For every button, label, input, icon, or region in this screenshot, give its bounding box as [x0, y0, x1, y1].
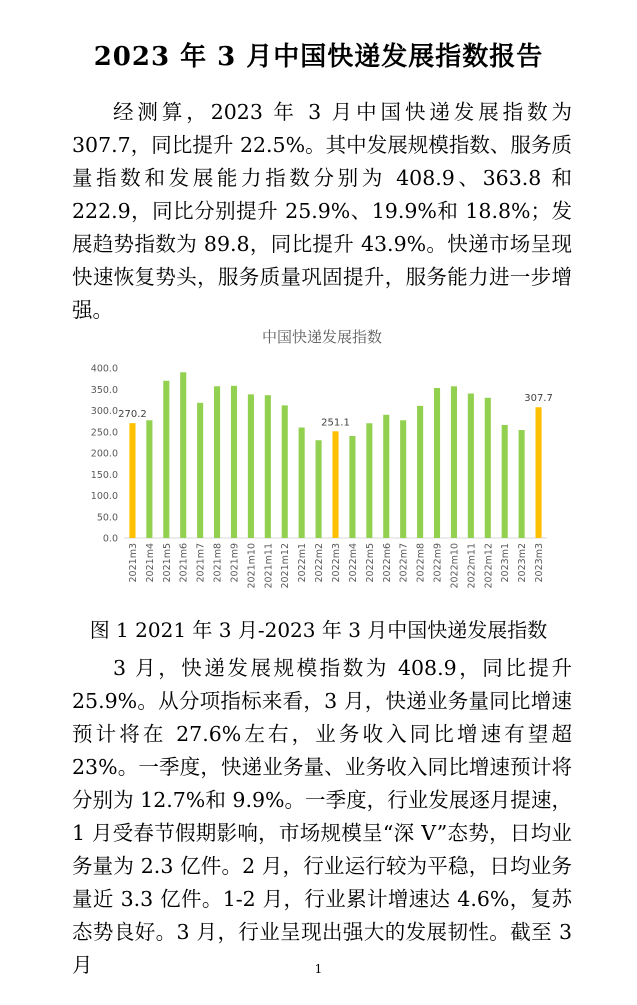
bar	[502, 425, 508, 538]
x-tick-label: 2021m6	[178, 543, 190, 583]
y-tick-label: 250.0	[90, 427, 118, 439]
x-tick-label: 2021m8	[212, 543, 224, 583]
x-tick-label: 2021m4	[144, 543, 156, 583]
bar	[400, 420, 406, 538]
x-tick-label: 2021m12	[280, 543, 292, 589]
y-tick-label: 400.0	[90, 363, 118, 375]
bar	[129, 423, 135, 538]
bar	[485, 398, 491, 538]
x-tick-label: 2021m7	[195, 543, 207, 583]
x-tick-label: 2021m9	[229, 543, 241, 583]
x-tick-label: 2022m2	[314, 543, 326, 583]
x-tick-label: 2022m3	[331, 543, 342, 583]
bar	[299, 428, 305, 539]
express-index-chart	[72, 318, 572, 608]
y-tick-label: 150.0	[90, 469, 118, 481]
bar	[265, 395, 271, 538]
bar	[519, 430, 525, 538]
data-label: 270.2	[118, 409, 147, 421]
x-tick-label: 2022m12	[483, 543, 495, 589]
x-tick-label: 2022m7	[398, 543, 410, 583]
bar	[434, 388, 440, 538]
paragraph-scale: 3 月，快递发展规模指数为 408.9，同比提升 25.9%。从分项指标来看，3 月，快递业务量同比增速预计将在 27.6%左右，业务收入同比增速有望超 23%。一季度，快递业务量、业务收入同比增速预计将分别为 12.7%和 9.9%。一季度，行业发展逐月提速，1 月受春节假期影响，市场规模呈“深 V”态势，日均业务量为 2.3 亿件。2 月，行业运行较为平稳，日均业务量近 3.3 亿件。1-2 月，行业累计增速达 4.6%，复苏态势良好。3 月，行业呈现出强大的发展韧性。截至 3 月	[72, 656, 572, 977]
x-tick-label: 2022m11	[466, 543, 478, 589]
x-tick-label: 2023m2	[517, 543, 529, 583]
bar	[231, 386, 237, 538]
bar	[163, 381, 169, 538]
chart-title: 中国快递发展指数	[261, 328, 383, 346]
x-tick-label: 2022m10	[449, 543, 461, 589]
x-tick-label: 2022m6	[381, 543, 393, 583]
page-number: 1	[314, 962, 323, 976]
figure-caption: 图 1 2021 年 3 月-2023 年 3 月中国快递发展指数	[89, 618, 548, 642]
bar	[197, 403, 203, 538]
x-tick-label: 2021m3	[127, 543, 139, 583]
y-tick-label: 350.0	[90, 384, 118, 396]
x-tick-label: 2023m1	[500, 543, 512, 583]
bar	[349, 436, 355, 538]
chart-svg	[72, 318, 572, 608]
x-tick-label: 2021m11	[263, 543, 275, 589]
data-label: 251.1	[321, 417, 350, 429]
x-tick-label: 2022m4	[347, 543, 359, 583]
x-tick-label: 2022m8	[415, 543, 427, 583]
paragraph-intro: 经测算，2023 年 3 月中国快递发展指数为 307.7，同比提升 22.5%。其中发展规模指数、服务质量指数和发展能力指数分别为 408.9、363.8 和 222.9，同比分别提升 25.9%、19.9%和 18.8%；发展趋势指数为 89.8，同比提升 43.9%。快递市场呈现快速恢复势头，服务质量巩固提升，服务能力进一步增强。	[72, 100, 572, 322]
y-tick-label: 100.0	[90, 491, 118, 502]
x-tick-label: 2022m1	[297, 543, 309, 583]
x-tick-label: 2023m3	[534, 543, 546, 583]
data-label: 307.7	[524, 393, 553, 405]
report-title: 2023 年 3 月中国快递发展指数报告	[93, 42, 544, 72]
x-tick-label: 2022m9	[432, 543, 444, 583]
x-tick-label: 2021m5	[161, 543, 173, 583]
y-tick-label: 0.0	[102, 533, 118, 545]
bar	[332, 431, 338, 538]
bar	[214, 386, 220, 538]
bar	[417, 406, 423, 538]
y-tick-label: 50.0	[96, 512, 118, 524]
bar	[451, 386, 457, 538]
y-tick-label: 300.0	[90, 406, 118, 417]
bar	[366, 423, 372, 538]
bar	[316, 440, 322, 538]
bar	[146, 420, 152, 538]
bar	[468, 394, 474, 539]
bar	[383, 415, 389, 538]
bar	[282, 405, 288, 538]
bar	[535, 407, 541, 538]
y-tick-label: 200.0	[90, 448, 118, 460]
bar	[180, 372, 186, 538]
x-tick-label: 2021m10	[246, 543, 258, 589]
x-tick-label: 2022m5	[364, 543, 376, 583]
bar	[248, 394, 254, 538]
